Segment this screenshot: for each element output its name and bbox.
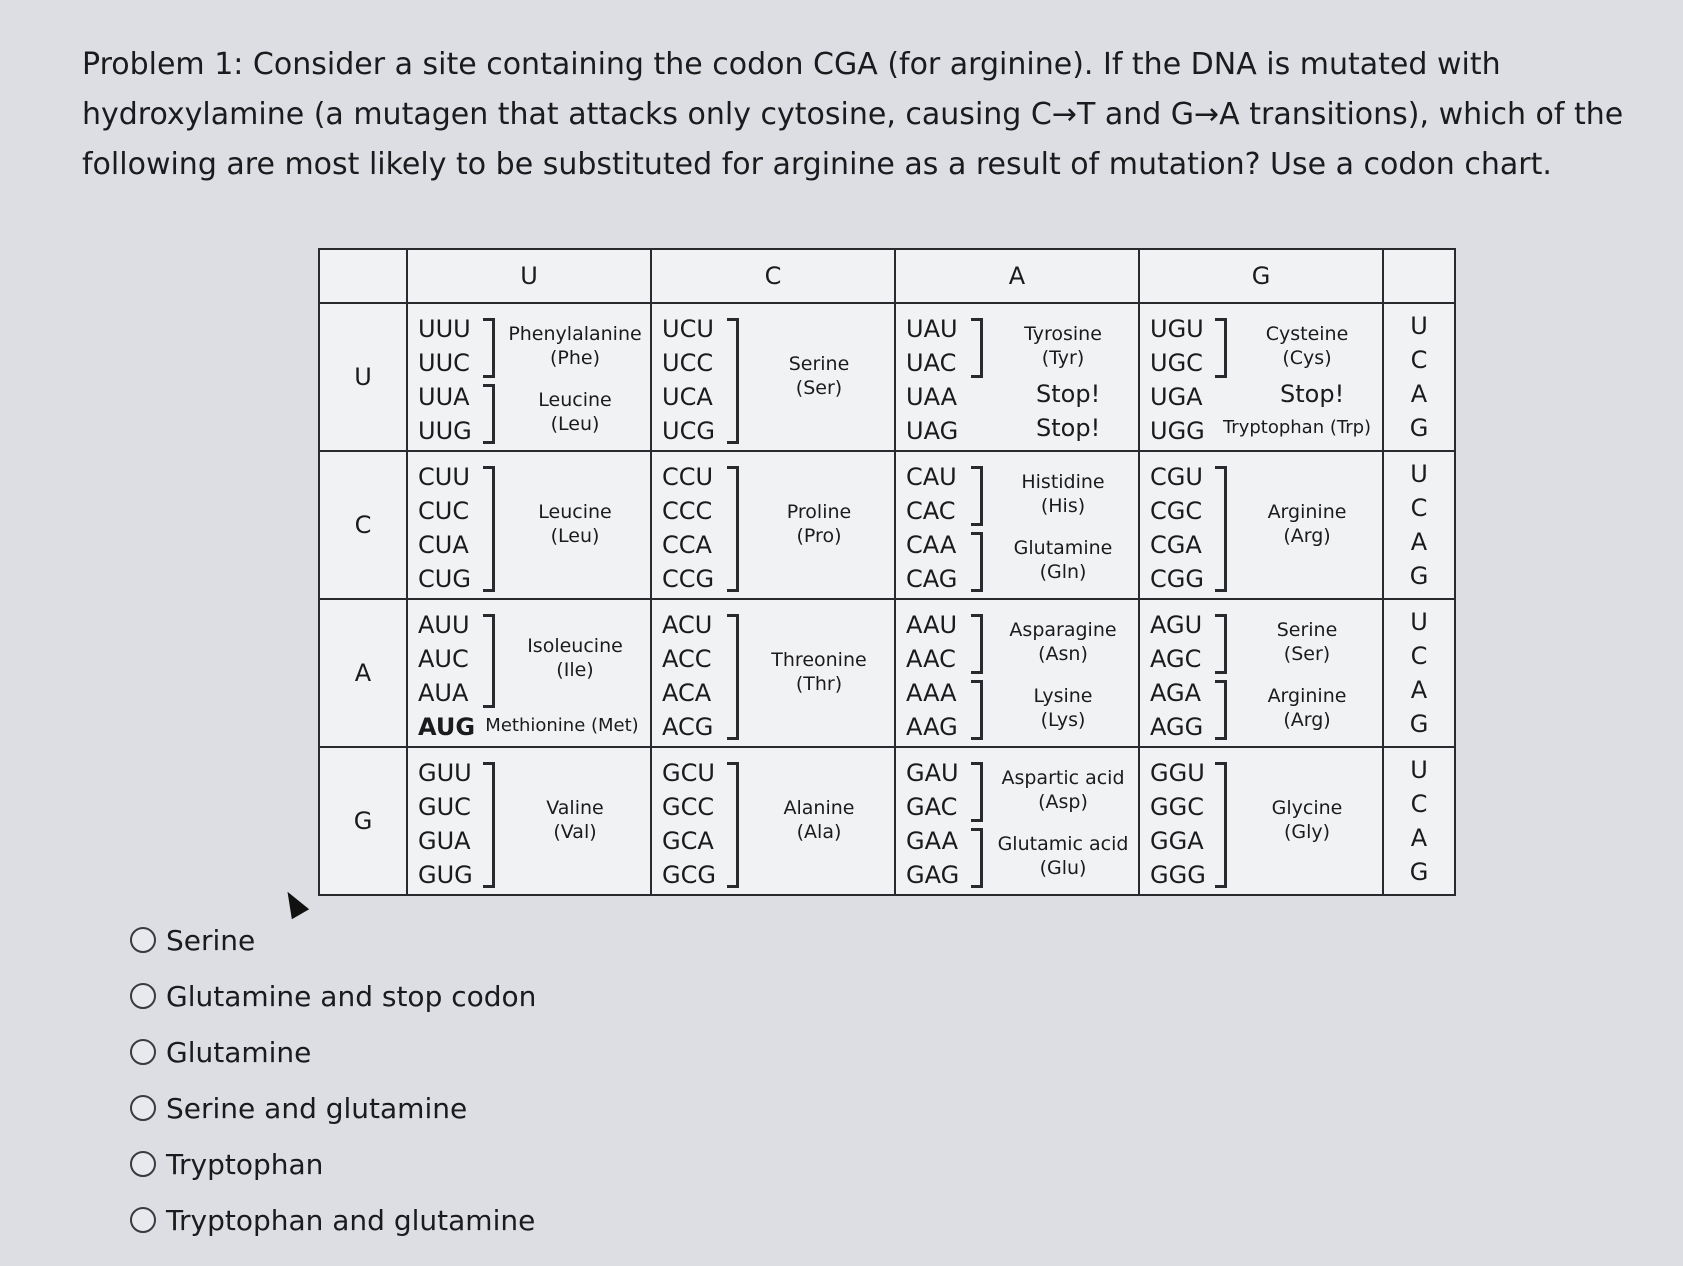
- bracket: [483, 614, 495, 708]
- codon: UGG: [1150, 417, 1205, 445]
- aa-abbrev: (Arg): [1283, 525, 1331, 547]
- bracket: [483, 466, 495, 592]
- codon: UCG: [662, 417, 715, 445]
- aa-name: Asparagine: [1009, 619, 1117, 641]
- tryptophan-label: Tryptophan (Trp): [1222, 417, 1372, 438]
- codon: CCA: [662, 531, 712, 559]
- aa-abbrev: (Ala): [796, 821, 842, 843]
- aa-name: Glutamine: [1013, 537, 1113, 559]
- aa-name: Alanine: [783, 797, 855, 819]
- codon: UUC: [418, 349, 470, 377]
- cell-ca: [895, 451, 1139, 599]
- bracket: [971, 762, 983, 822]
- third-letter: U: [1410, 756, 1428, 784]
- radio-button-icon[interactable]: [130, 1039, 156, 1065]
- aa-name: Arginine: [1267, 685, 1347, 707]
- aa-abbrev: (Leu): [550, 413, 600, 435]
- codon: AUA: [418, 679, 469, 707]
- aa-name: Glutamic acid: [997, 833, 1129, 855]
- codon: GAU: [906, 759, 959, 787]
- aa-name: Aspartic acid: [1001, 767, 1125, 789]
- codon: AAU: [906, 611, 958, 639]
- bracket: [971, 466, 983, 526]
- option-label: Tryptophan: [166, 1147, 324, 1181]
- third-letter: C: [1410, 642, 1428, 670]
- amino-acid-label: [988, 618, 1138, 666]
- codon: CGU: [1150, 463, 1203, 491]
- codon: UAC: [906, 349, 957, 377]
- codon: CCU: [662, 463, 714, 491]
- aa-name: Lysine: [1033, 685, 1093, 707]
- codon: UUA: [418, 383, 470, 411]
- second-header-u: U: [407, 249, 651, 303]
- codon: GCG: [662, 861, 716, 889]
- amino-acid-label: [500, 634, 650, 682]
- aa-abbrev: (Phe): [549, 347, 600, 369]
- option-label: Glutamine and stop codon: [166, 979, 537, 1013]
- codon: GCU: [662, 759, 715, 787]
- third-letter: U: [1410, 312, 1428, 340]
- bracket: [727, 318, 739, 444]
- codon: UAA: [906, 383, 958, 411]
- bracket: [483, 762, 495, 888]
- codon: GGU: [1150, 759, 1205, 787]
- aa-name: Cysteine: [1265, 323, 1349, 345]
- corner-cell: [319, 249, 407, 303]
- codon: UCA: [662, 383, 713, 411]
- aa-abbrev: (Ser): [795, 377, 843, 399]
- codon: AAA: [906, 679, 957, 707]
- second-header-a: A: [895, 249, 1139, 303]
- third-letter: U: [1410, 460, 1428, 488]
- bracket: [483, 384, 495, 444]
- option-label: Serine and glutamine: [166, 1091, 468, 1125]
- third-letter: C: [1410, 494, 1428, 522]
- codon: AUG: [418, 713, 476, 741]
- amino-acid-label: [500, 322, 650, 370]
- third-letter: C: [1410, 790, 1428, 818]
- codon: ACA: [662, 679, 712, 707]
- codon: CAC: [906, 497, 956, 525]
- aa-abbrev: (Glu): [1039, 857, 1087, 879]
- aa-name: Serine: [788, 353, 850, 375]
- aa-name: Arginine: [1267, 501, 1347, 523]
- bracket: [971, 614, 983, 674]
- cell-ua: [895, 303, 1139, 451]
- aa-name: Leucine: [538, 389, 612, 411]
- aa-abbrev: (Arg): [1283, 709, 1331, 731]
- cell-cc: [651, 451, 895, 599]
- third-letters-u: [1383, 303, 1455, 451]
- aa-abbrev: (Gly): [1283, 821, 1331, 843]
- first-letter-a: A: [319, 599, 407, 747]
- radio-button-icon[interactable]: [130, 1151, 156, 1177]
- aa-name: Valine: [546, 797, 604, 819]
- codon: GUA: [418, 827, 471, 855]
- bracket: [727, 466, 739, 592]
- codon: CUG: [418, 565, 471, 593]
- codon: AGA: [1150, 679, 1202, 707]
- codon: GAG: [906, 861, 960, 889]
- cell-ag: [1139, 599, 1383, 747]
- codon: AGC: [1150, 645, 1202, 673]
- aa-abbrev: (Cys): [1282, 347, 1332, 369]
- codon: CGA: [1150, 531, 1202, 559]
- aa-name: Leucine: [538, 501, 612, 523]
- amino-acid-label: [1232, 618, 1382, 666]
- codon: AAG: [906, 713, 958, 741]
- first-letter-c: C: [319, 451, 407, 599]
- third-letter: A: [1410, 380, 1428, 408]
- cell-ug: [1139, 303, 1383, 451]
- aa-abbrev: (Ile): [556, 659, 594, 681]
- amino-acid-label: [988, 766, 1138, 814]
- third-letter: G: [1409, 562, 1429, 590]
- codon: GGC: [1150, 793, 1204, 821]
- amino-acid-label: [744, 500, 894, 548]
- codon: AUC: [418, 645, 469, 673]
- amino-acid-label: [1232, 322, 1382, 370]
- third-letter: C: [1410, 346, 1428, 374]
- amino-acid-label: [1232, 796, 1382, 844]
- amino-acid-label: [744, 648, 894, 696]
- amino-acid-label: [744, 352, 894, 400]
- amino-acid-label: [988, 470, 1138, 518]
- third-letters-c: [1383, 451, 1455, 599]
- radio-button-icon[interactable]: [130, 1095, 156, 1121]
- codon: CUU: [418, 463, 470, 491]
- third-letters-a: [1383, 599, 1455, 747]
- aa-abbrev: (His): [1040, 495, 1086, 517]
- cell-cg: [1139, 451, 1383, 599]
- codon: UUU: [418, 315, 471, 343]
- bracket: [727, 762, 739, 888]
- cell-gc: [651, 747, 895, 895]
- aa-abbrev: (Tyr): [1041, 347, 1085, 369]
- codon: CUA: [418, 531, 469, 559]
- third-header-blank: [1383, 249, 1455, 303]
- stop-label: Stop!: [1280, 380, 1345, 408]
- codon: UCU: [662, 315, 714, 343]
- codon: UGU: [1150, 315, 1204, 343]
- third-letter: G: [1409, 414, 1429, 442]
- aa-abbrev: (Leu): [550, 525, 600, 547]
- codon: CGG: [1150, 565, 1204, 593]
- option-label: Glutamine: [166, 1035, 312, 1069]
- cell-au: [407, 599, 651, 747]
- amino-acid-label: [500, 500, 650, 548]
- codon: CAG: [906, 565, 958, 593]
- bracket: [1215, 318, 1227, 378]
- first-letter-g: G: [319, 747, 407, 895]
- aa-abbrev: (Asp): [1038, 791, 1088, 813]
- option-label: Tryptophan and glutamine: [166, 1203, 536, 1237]
- third-letter: U: [1410, 608, 1428, 636]
- third-letter: G: [1409, 710, 1429, 738]
- answer-option[interactable]: [130, 912, 536, 968]
- aa-name: Glycine: [1271, 797, 1343, 819]
- first-letter-u: U: [319, 303, 407, 451]
- aa-name: Proline: [786, 501, 852, 523]
- codon: CUC: [418, 497, 470, 525]
- bracket: [1215, 466, 1227, 592]
- codon: UGA: [1150, 383, 1203, 411]
- cell-aa: [895, 599, 1139, 747]
- codon: CAU: [906, 463, 957, 491]
- third-letters-g: [1383, 747, 1455, 895]
- aa-abbrev: (Val): [553, 821, 597, 843]
- codon: GUG: [418, 861, 473, 889]
- cell-uc: [651, 303, 895, 451]
- codon: GCC: [662, 793, 715, 821]
- codon: GGA: [1150, 827, 1204, 855]
- aa-abbrev: (Ser): [1283, 643, 1331, 665]
- second-header-c: C: [651, 249, 895, 303]
- cell-uu: [407, 303, 651, 451]
- bracket: [727, 614, 739, 740]
- codon: GCA: [662, 827, 714, 855]
- amino-acid-label: [988, 536, 1138, 584]
- radio-button-icon[interactable]: [130, 983, 156, 1009]
- aa-name: Histidine: [1021, 471, 1105, 493]
- amino-acid-label: [744, 796, 894, 844]
- cell-gu: [407, 747, 651, 895]
- answer-option[interactable]: [130, 968, 536, 1024]
- codon: AGU: [1150, 611, 1203, 639]
- codon: GUU: [418, 759, 472, 787]
- option-label: Serine: [166, 923, 256, 957]
- codon: ACC: [662, 645, 712, 673]
- answer-option[interactable]: [130, 1136, 536, 1192]
- aa-abbrev: (Thr): [795, 673, 843, 695]
- aa-name: Threonine: [771, 649, 867, 671]
- codon: CCG: [662, 565, 715, 593]
- codon-chart: [318, 248, 1456, 896]
- question-text: Problem 1: Consider a site containing the codon CGA (for arginine). If the DNA is mutated with hydroxylamine (a mutagen that attacks only cytosine, causing C→T and G→A transitions), which of the following are most likely to be substituted for arginine as a result of mutation? Use a codon chart.: [82, 47, 1624, 182]
- second-header-g: G: [1139, 249, 1383, 303]
- bracket: [971, 532, 983, 592]
- third-letter: A: [1410, 824, 1428, 852]
- amino-acid-label: [1232, 500, 1382, 548]
- aa-name: Serine: [1276, 619, 1338, 641]
- codon: CCC: [662, 497, 713, 525]
- amino-acid-label: [1232, 684, 1382, 732]
- answer-options: [130, 912, 536, 1248]
- aa-abbrev: (Asn): [1038, 643, 1088, 665]
- radio-button-icon[interactable]: [130, 1207, 156, 1233]
- third-letter: A: [1410, 676, 1428, 704]
- cell-ga: [895, 747, 1139, 895]
- codon: AUU: [418, 611, 470, 639]
- codon: GUC: [418, 793, 471, 821]
- aa-abbrev: (Pro): [796, 525, 842, 547]
- bracket: [483, 318, 495, 378]
- amino-acid-label: [988, 832, 1138, 880]
- stop-label: Stop!: [1036, 414, 1101, 442]
- codon: ACG: [662, 713, 714, 741]
- codon: UUG: [418, 417, 472, 445]
- amino-acid-label: [500, 796, 650, 844]
- aa-abbrev: (Gln): [1039, 561, 1087, 583]
- amino-acid-label: [988, 322, 1138, 370]
- codon: UGC: [1150, 349, 1203, 377]
- aa-abbrev: (Lys): [1040, 709, 1086, 731]
- methionine-label: Methionine (Met): [485, 715, 639, 736]
- stop-label: Stop!: [1036, 380, 1101, 408]
- answer-option[interactable]: [130, 1192, 536, 1248]
- bracket: [1215, 762, 1227, 888]
- answer-option[interactable]: [130, 1024, 536, 1080]
- cell-gg: [1139, 747, 1383, 895]
- codon: UAU: [906, 315, 958, 343]
- codon: UAG: [906, 417, 959, 445]
- bracket: [971, 680, 983, 740]
- codon: GGG: [1150, 861, 1206, 889]
- codon: GAC: [906, 793, 958, 821]
- codon: CAA: [906, 531, 957, 559]
- third-letter: G: [1409, 858, 1429, 886]
- bracket: [1215, 614, 1227, 674]
- aa-name: Isoleucine: [527, 635, 623, 657]
- radio-button-icon[interactable]: [130, 927, 156, 953]
- cell-cu: [407, 451, 651, 599]
- aa-name: Tyrosine: [1024, 323, 1102, 345]
- codon: ACU: [662, 611, 713, 639]
- codon: CGC: [1150, 497, 1203, 525]
- amino-acid-label: [500, 388, 650, 436]
- bracket: [971, 828, 983, 888]
- bracket: [1215, 680, 1227, 740]
- codon: AAC: [906, 645, 956, 673]
- bracket: [971, 318, 983, 378]
- codon: GAA: [906, 827, 959, 855]
- codon: AGG: [1150, 713, 1204, 741]
- aa-name: Phenylalanine: [508, 323, 642, 345]
- cell-ac: [651, 599, 895, 747]
- answer-option[interactable]: [130, 1080, 536, 1136]
- codon: UCC: [662, 349, 714, 377]
- third-letter: A: [1410, 528, 1428, 556]
- amino-acid-label: [988, 684, 1138, 732]
